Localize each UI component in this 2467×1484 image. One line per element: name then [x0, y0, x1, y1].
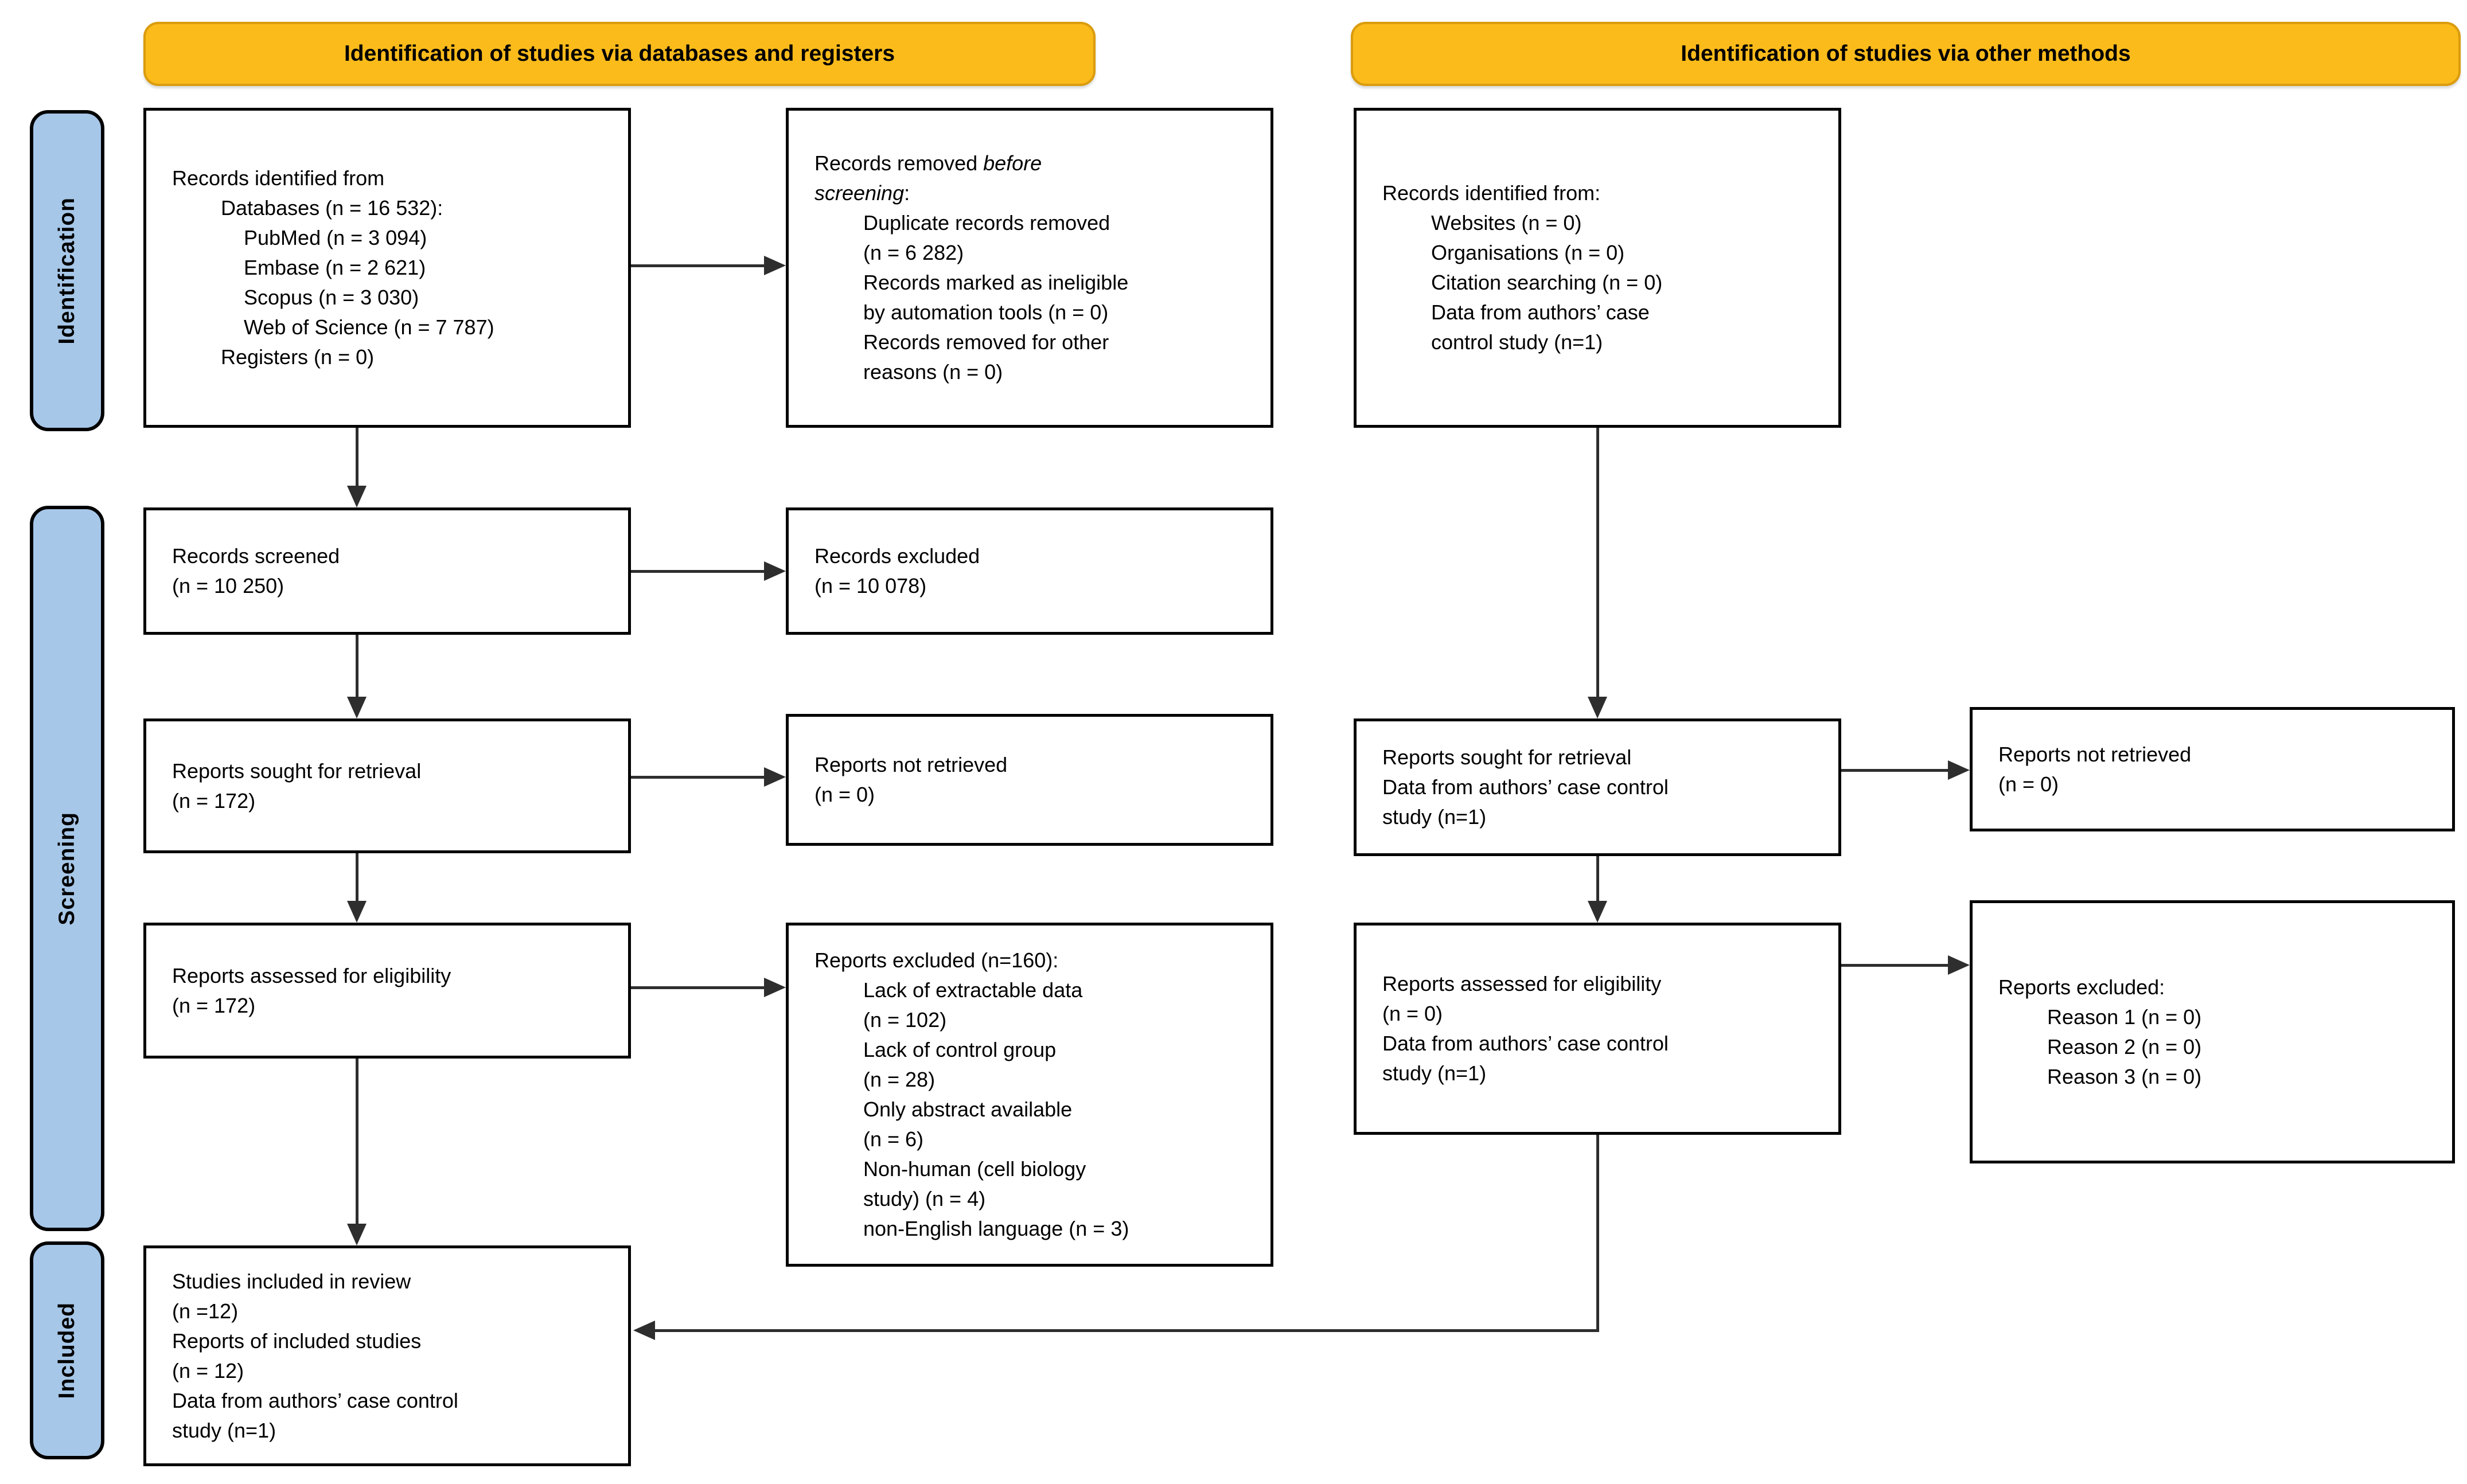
text-line: Web of Science (n = 7 787)	[244, 315, 494, 339]
arrow-assessed-to-excluded160-line	[631, 986, 764, 989]
text-line: Embase (n = 2 621)	[244, 256, 426, 279]
text-line: (n = 6 282)	[863, 241, 964, 264]
text-line: Records screened	[172, 544, 340, 568]
text-line: study (n=1)	[1382, 1061, 1487, 1085]
text-line: Reports not retrieved	[1998, 742, 2192, 766]
box-records-identified-databases	[143, 108, 631, 428]
box-reports-excluded-reasons	[786, 923, 1273, 1267]
text-line: Reason 2 (n = 0)	[2047, 1034, 2202, 1059]
text-line: (n = 10 078)	[814, 574, 927, 597]
text-line: PubMed (n = 3 094)	[244, 226, 427, 249]
text-line: Websites (n = 0)	[1431, 211, 1582, 235]
box-records-identified-other-methods	[1354, 108, 1841, 428]
text-line: Organisations (n = 0)	[1431, 241, 1625, 264]
text-line: Non-human (cell biology	[863, 1157, 1086, 1181]
arrow-identified-to-removed-line	[631, 264, 764, 267]
text-line: Citation searching (n = 0)	[1431, 271, 1663, 294]
text-line: Lack of extractable data	[863, 978, 1083, 1002]
box-reports-assessed-eligibility	[143, 923, 631, 1059]
arrow-sought-to-assessed-line	[356, 853, 358, 901]
text-line: control study (n=1)	[1431, 330, 1603, 354]
text-line: Reports excluded:	[1998, 975, 2165, 999]
text-line: Reports excluded (n=160):	[814, 948, 1059, 972]
text-line: Studies included in review	[172, 1269, 411, 1293]
stage-label-screening	[30, 506, 104, 1231]
text-line: Databases (n = 16 532):	[221, 196, 443, 220]
arrow-sought-to-assessed-head	[347, 901, 367, 923]
arrow-otheridentified-to-sought-head	[1588, 697, 1607, 718]
arrow-identified-to-screened-head	[347, 486, 367, 507]
text-line: screening:	[814, 181, 910, 205]
banner-databases-registers: Identification of studies via databases and registers	[143, 22, 1096, 86]
text-line: Lack of control group	[863, 1038, 1057, 1061]
banner-other-methods: Identification of studies via other methods	[1351, 22, 2461, 86]
text-line: (n = 0)	[1382, 1002, 1443, 1025]
arrow-otheridentified-to-sought-line	[1596, 428, 1599, 697]
text-line: study (n=1)	[172, 1418, 276, 1442]
arrow-assessedother-to-included-head	[633, 1321, 655, 1340]
text-line: Data from authors’ case control	[1382, 1032, 1669, 1055]
box-reports-excluded-other	[1970, 900, 2455, 1163]
text-line: Records excluded	[814, 544, 980, 568]
arrow-soughtother-to-notretrieved-head	[1948, 760, 1970, 780]
text-line: (n = 0)	[814, 783, 875, 806]
arrow-sought-to-notretrieved-line	[631, 776, 764, 779]
arrow-soughtother-to-assessed-head	[1588, 901, 1607, 923]
text-line: Scopus (n = 3 030)	[244, 286, 419, 309]
text-line: (n = 0)	[1998, 772, 2059, 796]
arrow-assessedother-to-reasons-line	[1841, 964, 1948, 967]
box-studies-included	[143, 1245, 631, 1466]
text-line: (n =12)	[172, 1299, 239, 1323]
text-line: study (n=1)	[1382, 805, 1487, 829]
box-records-excluded	[786, 507, 1273, 635]
arrow-assessedother-to-included-vline	[1596, 1135, 1599, 1332]
text-line: Records identified from	[172, 166, 385, 190]
arrow-screened-to-sought-line	[356, 635, 358, 697]
text-line: Records removed before	[814, 151, 1042, 175]
arrow-identified-to-removed-head	[764, 256, 786, 275]
text-line: Reports sought for retrieval	[1382, 745, 1632, 769]
arrow-identified-to-screened-line	[356, 428, 358, 486]
box-records-screened	[143, 507, 631, 635]
text-line: Reason 3 (n = 0)	[2047, 1064, 2202, 1088]
box-reports-assessed-eligibility-other	[1354, 923, 1841, 1135]
stage-label-screening-text: Screening	[54, 811, 79, 925]
stage-label-included-text: Included	[54, 1302, 79, 1399]
text-line: Reports assessed for eligibility	[1382, 972, 1662, 995]
text-line: (n = 12)	[172, 1358, 244, 1383]
text-line: (n = 102)	[863, 1008, 947, 1032]
text-line: study) (n = 4)	[863, 1187, 986, 1210]
arrow-assessed-to-included-line	[356, 1059, 358, 1224]
text-line: Only abstract available	[863, 1098, 1073, 1121]
text-line: (n = 172)	[172, 993, 256, 1017]
arrow-assessedother-to-reasons-head	[1948, 955, 1970, 975]
text-line: Reports of included studies	[172, 1329, 422, 1353]
arrow-screened-to-excluded-head	[764, 561, 786, 581]
arrow-screened-to-sought-head	[347, 697, 367, 718]
text-line: Reports sought for retrieval	[172, 759, 422, 783]
text-line: Data from authors’ case control	[1382, 775, 1669, 799]
arrow-soughtother-to-notretrieved-line	[1841, 769, 1948, 772]
text-line: Duplicate records removed	[863, 211, 1110, 235]
stage-label-included	[30, 1241, 104, 1459]
box-records-removed-before-screening	[786, 108, 1273, 428]
arrow-screened-to-excluded-line	[631, 570, 764, 573]
text-line: Data from authors’ case control	[172, 1388, 458, 1412]
arrow-assessed-to-included-head	[347, 1224, 367, 1245]
box-reports-sought-retrieval	[143, 718, 631, 853]
text-line: Registers (n = 0)	[221, 345, 375, 369]
text-line: Records marked as ineligible	[863, 271, 1129, 294]
text-line: (n = 28)	[863, 1068, 936, 1091]
text-line: Records removed for other	[863, 330, 1109, 354]
arrow-soughtother-to-assessed-line	[1596, 856, 1599, 901]
box-reports-not-retrieved	[786, 714, 1273, 846]
text-line: Reports assessed for eligibility	[172, 963, 451, 987]
box-reports-not-retrieved-other	[1970, 707, 2455, 831]
text-line: non-English language (n = 3)	[863, 1217, 1129, 1240]
box-reports-sought-retrieval-other	[1354, 718, 1841, 856]
text-line: (n = 10 250)	[172, 574, 284, 597]
text-line: by automation tools (n = 0)	[863, 300, 1109, 324]
arrow-assessed-to-excluded160-head	[764, 978, 786, 997]
text-line: (n = 172)	[172, 788, 256, 813]
text-line: Reports not retrieved	[814, 753, 1008, 776]
text-line: Reason 1 (n = 0)	[2047, 1005, 2202, 1029]
text-line: Records identified from:	[1382, 181, 1601, 205]
arrow-assessedother-to-included-hline	[655, 1329, 1599, 1332]
text-line: Data from authors’ case	[1431, 300, 1650, 324]
text-line: reasons (n = 0)	[863, 360, 1003, 384]
text-line: (n = 6)	[863, 1127, 924, 1151]
stage-label-identification-text: Identification	[54, 197, 79, 345]
arrow-sought-to-notretrieved-head	[764, 767, 786, 787]
stage-label-identification	[30, 110, 104, 431]
